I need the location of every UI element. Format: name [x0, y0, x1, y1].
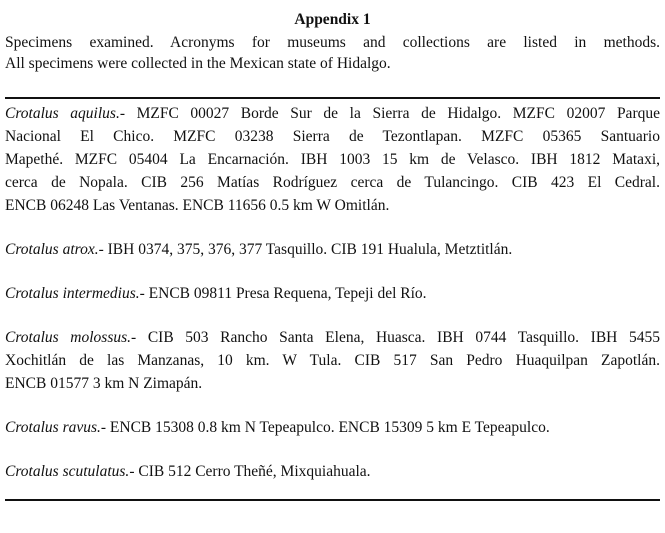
- caption-line: All specimens were collected in the Mexican state of Hidalgo.: [5, 55, 391, 72]
- specimen-records: - IBH 0374, 375, 376, 377 Tasquillo. CIB 191 Hualula, Metztitlán.: [98, 241, 513, 258]
- specimen-records: Nacional El Chico. MZFC 03238 Sierra de Tezontlapan. MZFC 05365 Santuario: [5, 128, 660, 145]
- specimen-records: ENCB 06248 Las Ventanas. ENCB 11656 0.5 km W Omitlán.: [5, 197, 390, 214]
- specimen-records: - CIB 512 Cerro Theñé, Mixquiahuala.: [129, 463, 371, 480]
- species-name: Crotalus ravus.: [5, 419, 101, 436]
- specimen-entry: [5, 102, 660, 217]
- specimen-entry: [5, 238, 660, 261]
- specimen-records: - ENCB 15308 0.8 km N Tepeapulco. ENCB 15309 5 km E Tepeapulco.: [100, 419, 550, 436]
- species-name: Crotalus intermedius.: [5, 285, 140, 302]
- entry-line: [5, 326, 660, 349]
- top-rule: [5, 97, 660, 99]
- specimen-records: - MZFC 00027 Borde Sur de la Sierra de Hidalgo. MZFC 02007 Parque: [119, 105, 660, 122]
- specimen-entry: [5, 460, 660, 483]
- entry-line: [5, 102, 660, 125]
- specimen-records: Mapethé. MZFC 05404 La Encarnación. IBH 1003 15 km de Velasco. IBH 1812 Mataxi,: [5, 151, 660, 168]
- entry-line: [5, 238, 660, 261]
- entry-line: [5, 125, 660, 148]
- entry-line: [5, 460, 660, 483]
- specimen-list: [5, 102, 660, 483]
- appendix-page: [5, 0, 660, 501]
- specimen-records: cerca de Nopala. CIB 256 Matías Rodríguez cerca de Tulancingo. CIB 423 El Cedral.: [5, 174, 660, 191]
- specimen-records: - CIB 503 Rancho Santa Elena, Huasca. IBH 0744 Tasquillo. IBH 5455: [131, 329, 660, 346]
- bottom-rule: [5, 499, 660, 501]
- caption-line: Specimens examined. Acronyms for museums and collections are listed in methods.: [5, 34, 660, 51]
- specimen-entry: [5, 326, 660, 395]
- species-name: Crotalus aquilus.: [5, 105, 120, 122]
- species-name: Crotalus molossus.: [5, 329, 132, 346]
- species-name: Crotalus scutulatus.: [5, 463, 130, 480]
- specimen-records: ENCB 01577 3 km N Zimapán.: [5, 375, 203, 392]
- entry-line: [5, 148, 660, 171]
- specimen-entry: [5, 416, 660, 439]
- entry-line: [5, 372, 660, 395]
- specimen-entry: [5, 282, 660, 305]
- specimen-records: - ENCB 09811 Presa Requena, Tepeji del Río.: [139, 285, 427, 302]
- entry-line: [5, 349, 660, 372]
- appendix-title: Appendix 1: [294, 11, 371, 28]
- entry-line: [5, 282, 660, 305]
- specimen-records: Xochitlán de las Manzanas, 10 km. W Tula. CIB 517 San Pedro Huaquilpan Zapotlán.: [5, 352, 660, 369]
- species-name: Crotalus atrox.: [5, 241, 99, 258]
- entry-line: [5, 171, 660, 194]
- entry-line: [5, 194, 660, 217]
- appendix-caption: [5, 32, 660, 74]
- entry-line: [5, 416, 660, 439]
